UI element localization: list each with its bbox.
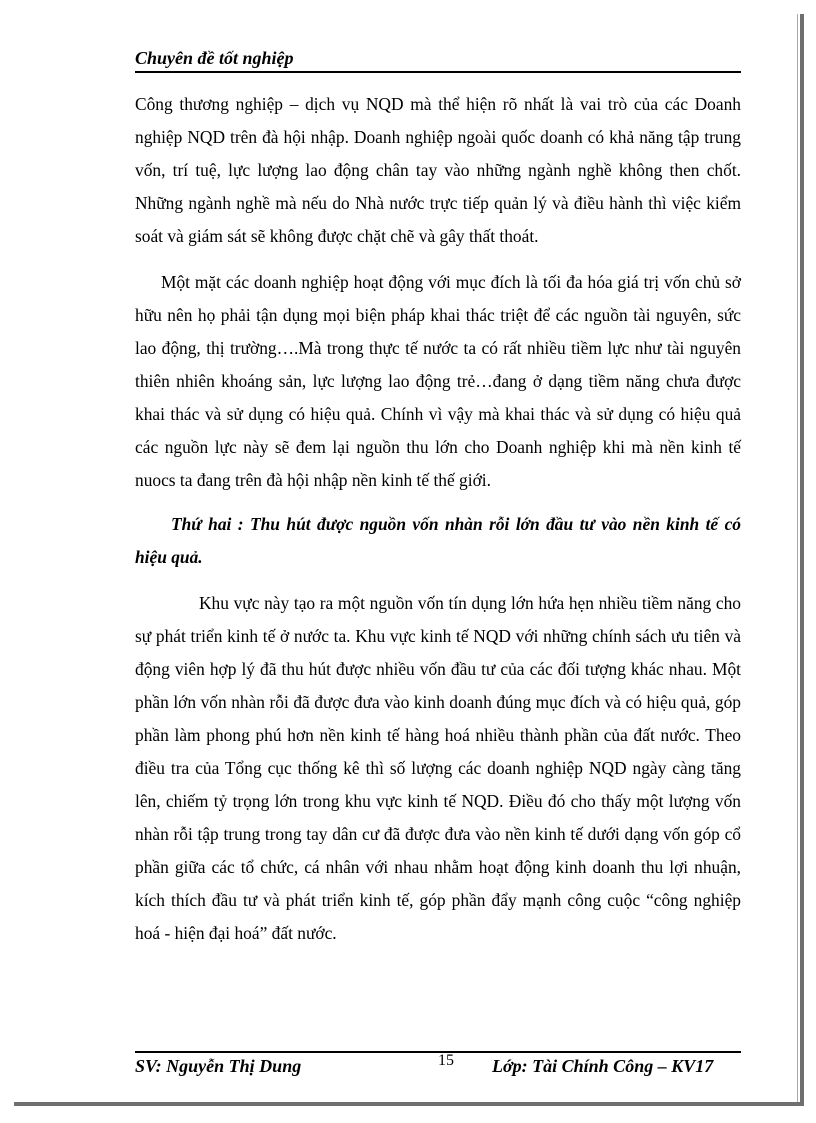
paragraph-1: Công thương nghiệp – dịch vụ NQD mà thể hiện rõ nhất là vai trò của các Doanh nghiệp NQD trên đà hội nhập. Doanh nghiệp ngoài quốc doanh có khả năng tập trung vốn, trí tuệ, lực lượng lao động chân tay vào những ngành nghề không then chốt. Những ngành nghề mà nếu do Nhà nước trực tiếp quản lý và điều hành thì việc kiểm soát và giám sát sẽ không được chặt chẽ và gây thất thoát. [135, 94, 741, 246]
header-divider [135, 71, 741, 73]
footer-class-name: Lớp: Tài Chính Công – KV17 [492, 1056, 714, 1076]
document-body [135, 88, 741, 950]
page-border-right [800, 14, 804, 1106]
page-number: 15 [438, 1052, 454, 1069]
page-border-right-inner [797, 14, 798, 1104]
footer-student-name: SV: Nguyễn Thị Dung [135, 1056, 302, 1076]
paragraph-3: Khu vực này tạo ra một nguồn vốn tín dụng lớn hứa hẹn nhiều tiềm năng cho sự phát triển kinh tế ở nước ta. Khu vực kinh tế NQD với những chính sách ưu tiên và động viên hợp lý đã thu hút được nhiều vốn đầu tư của các đối tượng khác nhau. Một phần lớn vốn nhàn rỗi đã được đưa vào kinh doanh đúng mục đích và có hiệu quả, góp phần làm phong phú hơn nền kinh tế hàng hoá nhiều thành phần của đất nước. Theo điều tra của Tổng cục thống kê thì số lượng các doanh nghiệp NQD ngày càng tăng lên, chiếm tỷ trọng lớn trong khu vực kinh tế NQD. Điều đó cho thấy một lượng vốn nhàn rỗi tập trung trong tay dân cư đã được đưa vào nền kinh tế dưới dạng vốn góp cổ phần giữa các tổ chức, cá nhân với nhau nhằm hoạt động kinh doanh thu lợi nhuận, kích thích đầu tư và phát triển kinh tế, góp phần đẩy mạnh công cuộc “công nghiệp hoá - hiện đại hoá” đất nước. [135, 593, 741, 943]
page-border-bottom [14, 1102, 804, 1106]
section-heading: Thứ hai : Thu hút được nguồn vốn nhàn rỗi lớn đầu tư vào nền kinh tế có hiệu quả. [135, 514, 741, 567]
paragraph-2: Một mặt các doanh nghiệp hoạt động với mục đích là tối đa hóa giá trị vốn chủ sở hữu nên họ phải tận dụng mọi biện pháp khai thác triệt để các nguồn tài nguyên, sức lao động, thị trường….Mà trong thực tế nước ta có rất nhiều tiềm lực như tài nguyên thiên nhiên khoáng sản, lực lượng lao động trẻ…đang ở dạng tiềm năng chưa được khai thác và sử dụng có hiệu quả. Chính vì vậy mà khai thác và sử dụng có hiệu quả các nguồn lực này sẽ đem lại nguồn thu lớn cho Doanh nghiệp khi mà nền kinh tế nuocs ta đang trên đà hội nhập nền kinh tế thế giới. [135, 272, 741, 490]
header-title: Chuyên đề tốt nghiệp [135, 48, 294, 68]
